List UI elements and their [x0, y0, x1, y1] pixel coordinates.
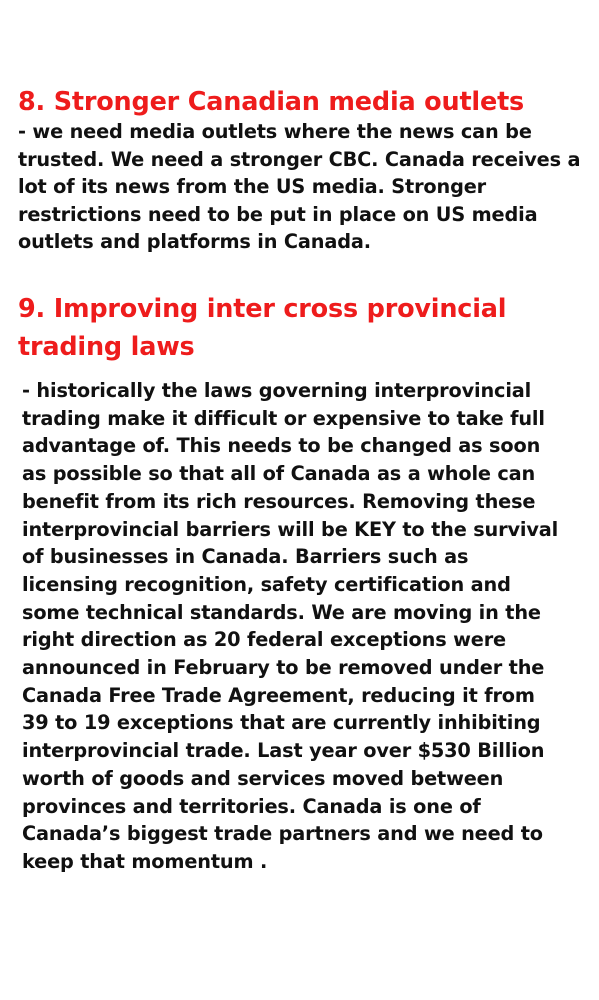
section-interprovincial-trade [18, 290, 588, 876]
section-heading: 8. Stronger Canadian media outlets [18, 87, 525, 117]
section-body: - we need media outlets where the news can be trusted. We need a stronger CBC. Canada receives a lot of its news from the US media. Stronger restrictions need to be put in place on US media outlets and platforms in Canada. [18, 120, 581, 253]
section-stronger-media-outlets [18, 86, 588, 256]
section-heading: 9. Improving inter cross provincial trading laws [18, 294, 507, 362]
section-body: - historically the laws governing interprovincial trading make it difficult or expensive to take full advantage of. This needs to be changed as soon as possible so that all of Canada as a whole can benefit from its rich resources. Removing these interprovincial barriers will be KEY to the survival of businesses in Canada. Barriers such as licensing recognition, safety certification and some technical standards. We are moving in the right direction as 20 federal exceptions were announced in February to be removed under the Canada Free Trade Agreement, reducing it from 39 to 19 exceptions that are currently inhibiting interprovincial trade. Last year over $530 Billion worth of goods and services moved between provinces and territories. Canada is one of Canada’s biggest trade partners and we need to keep that momentum . [22, 379, 559, 873]
